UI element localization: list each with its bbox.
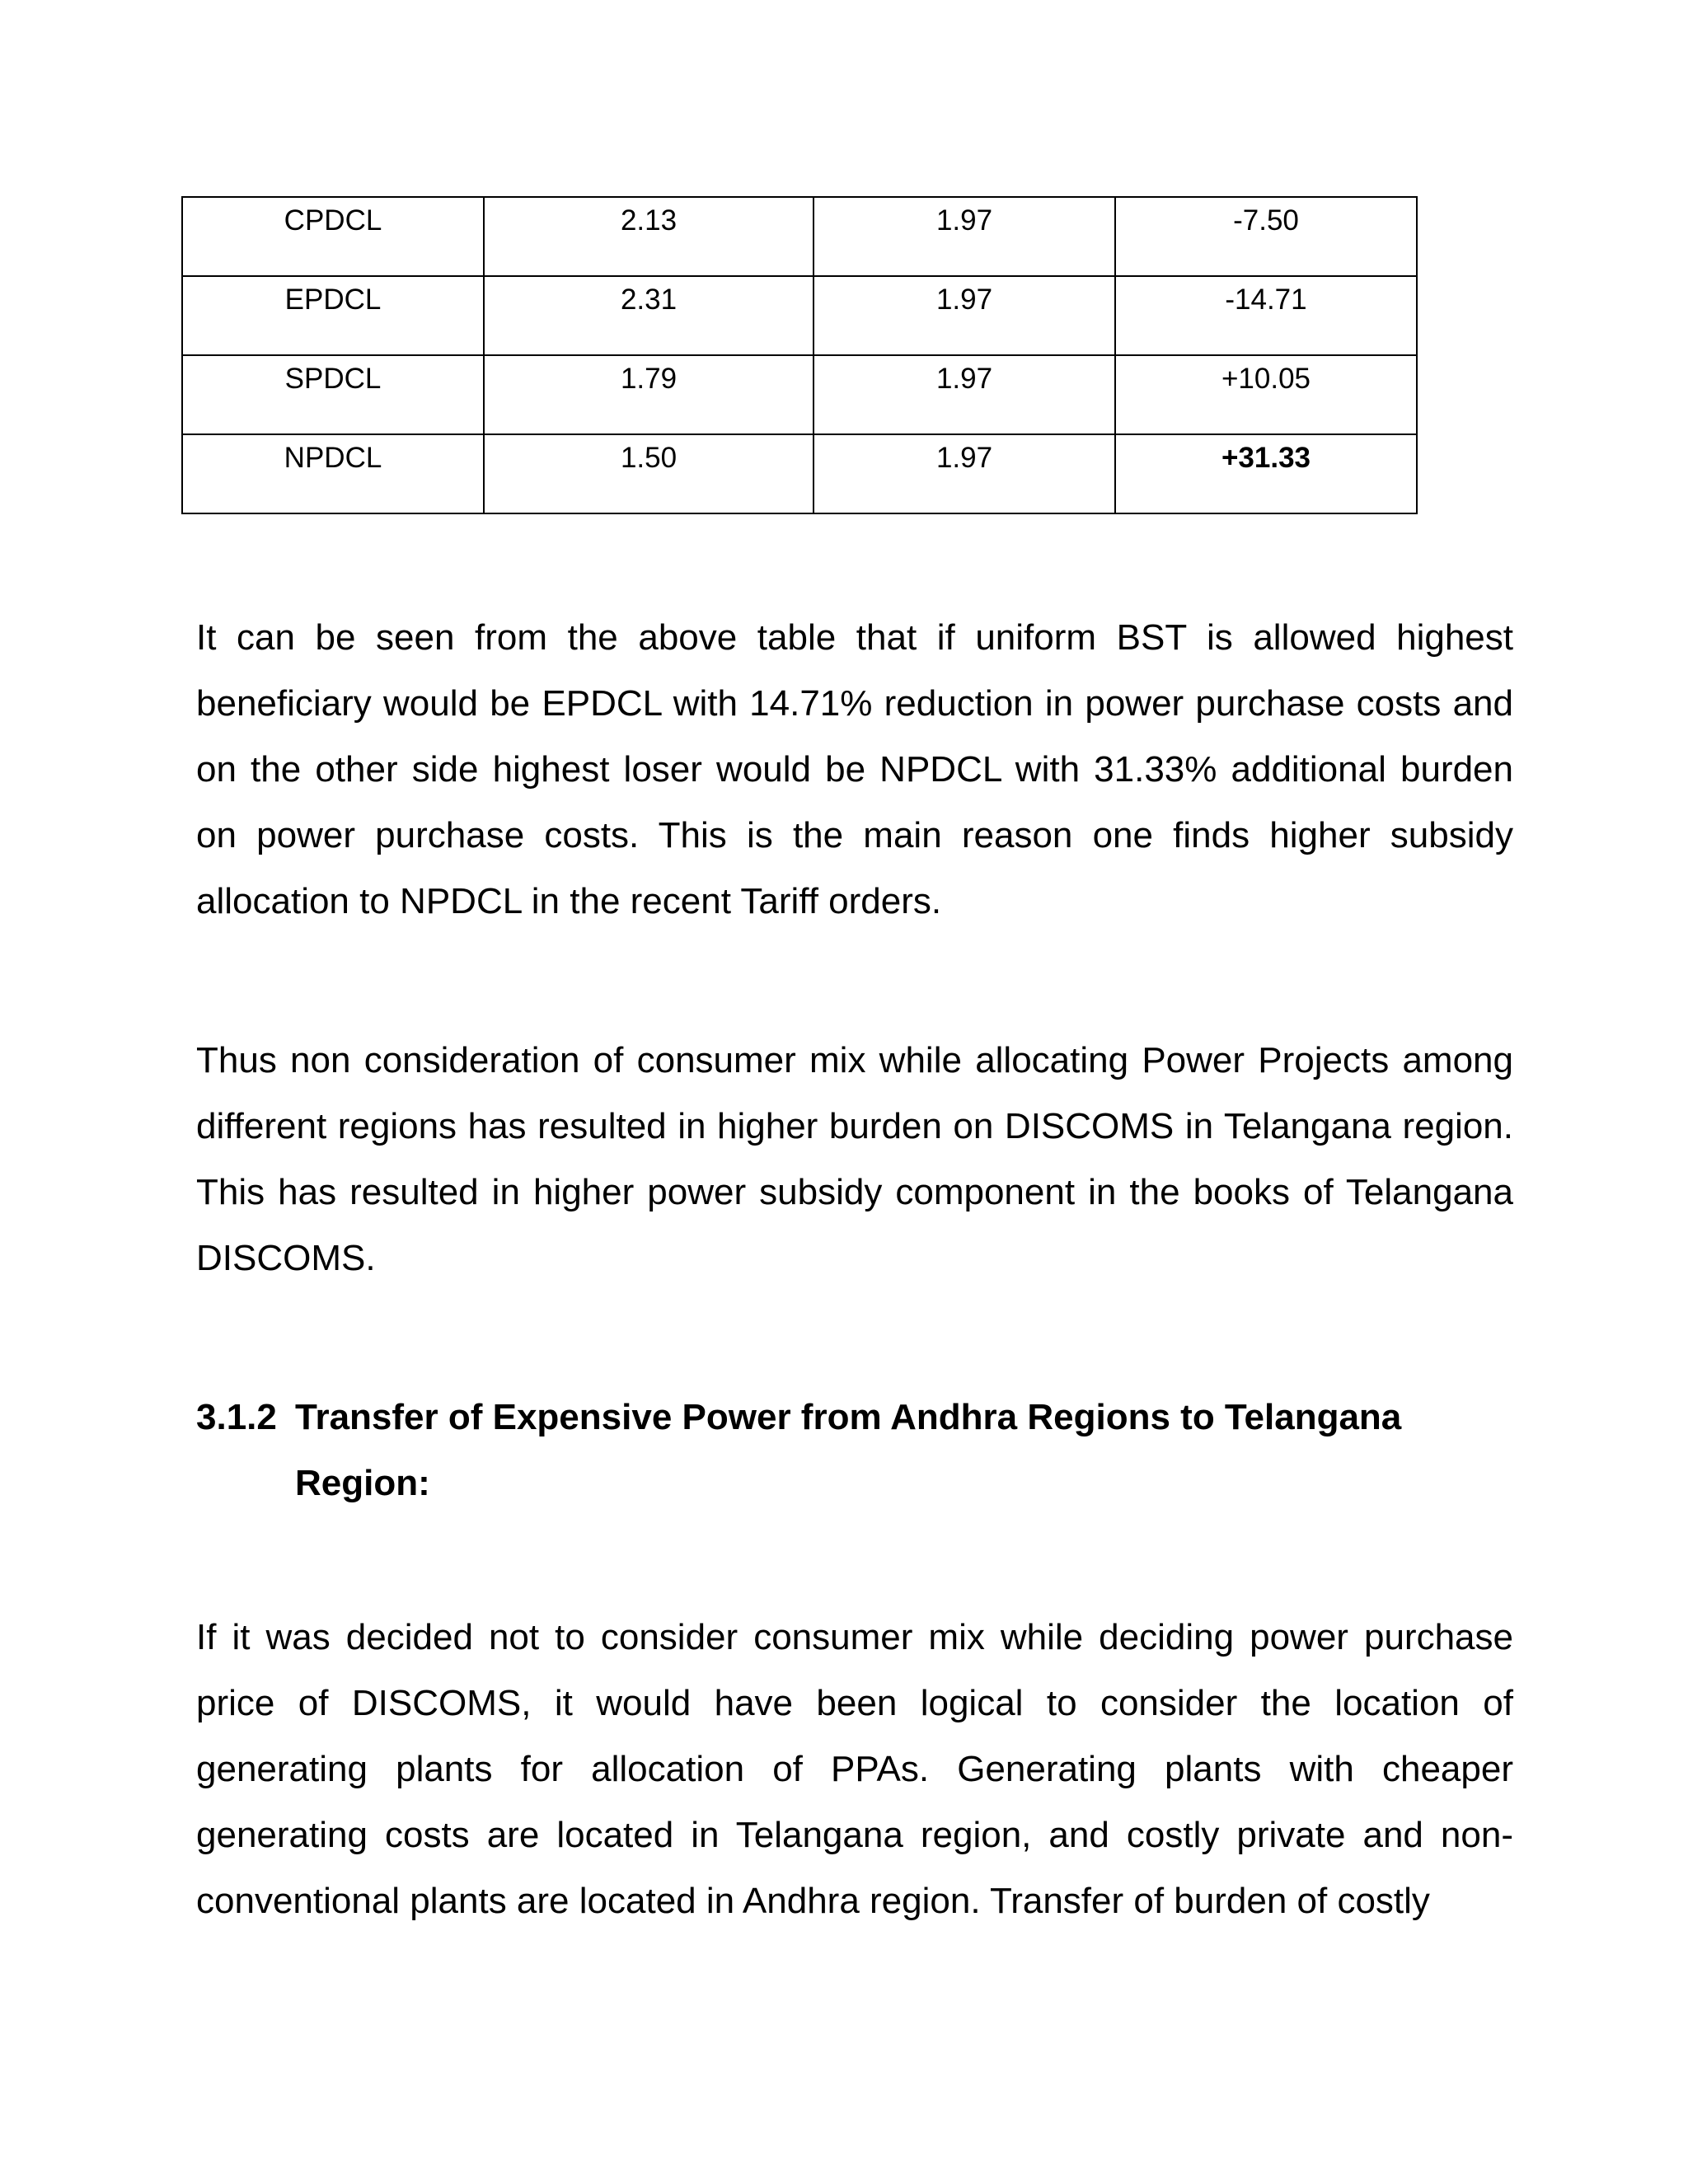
section-number: 3.1.2 — [196, 1397, 277, 1437]
section-heading — [196, 1385, 1513, 1516]
table-cell: CPDCL — [182, 197, 484, 276]
table-cell: 2.31 — [484, 276, 814, 355]
table-cell: -14.71 — [1115, 276, 1417, 355]
paragraph-consumer-mix: Thus non consideration of consumer mix while allocating Power Projects among different regions has resulted in higher burden on DISCOMS in Telangana region. This has resulted in higher power subsidy component in the books of Telangana DISCOMS. — [196, 1040, 1513, 1278]
section-title-line2: Region: — [295, 1463, 430, 1503]
paragraph-plant-location: If it was decided not to consider consumer mix while deciding power purchase price of DISCOMS, it would have been logical to consider the location of generating plants for allocation of PPAs. Generating plants with cheaper generating costs are located in Telangana region, and costly private and non-conventional plants are located in Andhra region. Transfer of burden of costly — [196, 1617, 1513, 1921]
table-cell: 1.97 — [814, 197, 1115, 276]
section-title-line1: Transfer of Expensive Power from Andhra Regions to Telangana — [295, 1397, 1402, 1437]
table-cell: 1.97 — [814, 276, 1115, 355]
paragraph-table-analysis: It can be seen from the above table that if uniform BST is allowed highest beneficiary would be EPDCL with 14.71% reduction in power purchase costs and on the other side highest loser would be NPDCL with 31.33% additional burden on power purchase costs. This is the main reason one finds higher subsidy allocation to NPDCL in the recent Tariff orders. — [196, 617, 1513, 921]
table-cell: 1.50 — [484, 434, 814, 513]
table-cell: 1.97 — [814, 355, 1115, 434]
table-cell-highlight: +31.33 — [1115, 434, 1417, 513]
bst-comparison-table — [181, 196, 1418, 514]
table-cell: -7.50 — [1115, 197, 1417, 276]
table-row — [182, 355, 1417, 434]
table-cell: SPDCL — [182, 355, 484, 434]
table-cell: EPDCL — [182, 276, 484, 355]
table-cell: 1.79 — [484, 355, 814, 434]
table-cell: NPDCL — [182, 434, 484, 513]
table-row — [182, 276, 1417, 355]
table-cell: 2.13 — [484, 197, 814, 276]
table-cell: +10.05 — [1115, 355, 1417, 434]
table-row — [182, 434, 1417, 513]
table-row — [182, 197, 1417, 276]
table-cell: 1.97 — [814, 434, 1115, 513]
